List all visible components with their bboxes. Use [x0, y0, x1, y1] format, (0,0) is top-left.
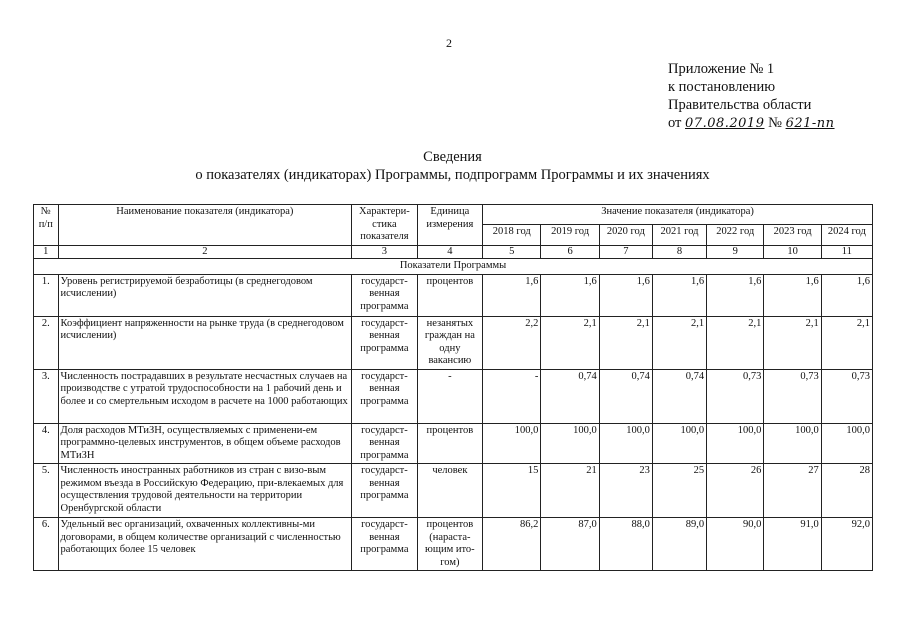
- indicator-value: 91,0: [764, 518, 821, 571]
- indicator-characteristic: государст-венная программа: [352, 369, 417, 423]
- row-number: 4.: [34, 423, 59, 464]
- column-number: 11: [821, 245, 872, 259]
- appendix-line-3: Правительства области: [668, 97, 812, 113]
- indicator-value: 100,0: [541, 423, 599, 464]
- column-number: 2: [58, 245, 352, 259]
- table-row: [34, 423, 873, 464]
- indicator-unit: -: [417, 369, 482, 423]
- indicator-characteristic: государст-венная программа: [352, 464, 417, 518]
- indicator-name: Уровень регистрируемой безработицы (в среднегодовом исчислении): [58, 274, 352, 316]
- indicator-name: Доля расходов МТиЗН, осуществляемых с применени-ем программно-целевых инструментов, в общем объеме расходов МТиЗН: [58, 423, 352, 464]
- indicator-unit: незанятых граждан на одну вакансию: [417, 316, 482, 369]
- indicator-name: Коэффициент напряженности на рынке труда (в среднегодовом исчислении): [58, 316, 352, 369]
- page-number: 2: [446, 36, 452, 50]
- indicator-unit: процентов: [417, 423, 482, 464]
- indicator-value: 88,0: [599, 518, 652, 571]
- header-year: 2024 год: [821, 225, 872, 245]
- indicator-value: 100,0: [599, 423, 652, 464]
- column-number: 4: [417, 245, 482, 259]
- indicator-value: 1,6: [599, 274, 652, 316]
- indicators-table: [33, 204, 873, 571]
- indicator-value: 90,0: [707, 518, 764, 571]
- indicator-name: Удельный вес организаций, охваченных коллективны-ми договорами, в общем количестве организаций с численностью работающих более 15 человек: [58, 518, 352, 571]
- table-row: [34, 316, 873, 369]
- appendix-line-2: к постановлению: [668, 79, 776, 95]
- table-row: [34, 518, 873, 571]
- indicator-unit: процентов: [417, 274, 482, 316]
- row-number: 2.: [34, 316, 59, 369]
- column-numbers-row: [34, 245, 873, 259]
- indicator-value: 26: [707, 464, 764, 518]
- indicator-unit: человек: [417, 464, 482, 518]
- header-year: 2019 год: [541, 225, 599, 245]
- header-characteristic: Характери-стика показателя: [352, 205, 417, 246]
- header-year: 2018 год: [483, 225, 541, 245]
- section-row: [34, 259, 873, 275]
- indicator-value: 2,1: [707, 316, 764, 369]
- indicator-unit: процентов (нараста-ющим ито-гом): [417, 518, 482, 571]
- header-value-group: Значение показателя (индикатора): [483, 205, 873, 225]
- row-number: 6.: [34, 518, 59, 571]
- indicator-value: -: [483, 369, 541, 423]
- indicator-value: 1,6: [652, 274, 706, 316]
- handwritten-date: 07.08.2019: [685, 116, 765, 131]
- indicator-value: 15: [483, 464, 541, 518]
- header-year: 2020 год: [599, 225, 652, 245]
- indicator-value: 2,1: [599, 316, 652, 369]
- column-number: 9: [707, 245, 764, 259]
- title-line-1: Сведения: [423, 149, 482, 165]
- column-number: 6: [541, 245, 599, 259]
- indicator-value: 23: [599, 464, 652, 518]
- indicator-value: 0,74: [652, 369, 706, 423]
- indicator-value: 100,0: [483, 423, 541, 464]
- indicator-value: 25: [652, 464, 706, 518]
- indicator-characteristic: государст-венная программа: [352, 423, 417, 464]
- table-row: [34, 464, 873, 518]
- indicator-value: 0,74: [599, 369, 652, 423]
- header-year: 2023 год: [764, 225, 821, 245]
- indicator-value: 0,73: [821, 369, 872, 423]
- indicator-characteristic: государст-венная программа: [352, 316, 417, 369]
- indicator-value: 1,6: [764, 274, 821, 316]
- header-unit: Единица измерения: [417, 205, 482, 246]
- row-number: 5.: [34, 464, 59, 518]
- header-year: 2021 год: [652, 225, 706, 245]
- indicator-value: 100,0: [707, 423, 764, 464]
- indicator-name: Численность иностранных работников из стран с визо-вым режимом въезда в Российскую Федерацию, при-влекаемых для осуществления трудовой деятельности на территории Оренбургской области: [58, 464, 352, 518]
- indicator-value: 92,0: [821, 518, 872, 571]
- column-number: 8: [652, 245, 706, 259]
- indicator-name: Численность пострадавших в результате несчастных случаев на производстве с утратой трудоспособности на 1 рабочий день и более и со смертельным исходом в расчете на 1000 работающих: [58, 369, 352, 423]
- date-prefix: от: [668, 115, 682, 131]
- indicator-value: 1,6: [821, 274, 872, 316]
- column-number: 5: [483, 245, 541, 259]
- indicator-value: 0,74: [541, 369, 599, 423]
- indicator-value: 2,2: [483, 316, 541, 369]
- appendix-date-line: [668, 114, 835, 133]
- indicator-value: 100,0: [652, 423, 706, 464]
- handwritten-number: 621-пп: [785, 116, 835, 131]
- row-number: 1.: [34, 274, 59, 316]
- table-header: [34, 205, 873, 246]
- indicator-value: 0,73: [764, 369, 821, 423]
- indicator-value: 1,6: [483, 274, 541, 316]
- indicator-value: 89,0: [652, 518, 706, 571]
- table-body: [34, 274, 873, 571]
- table-row: [34, 369, 873, 423]
- header-year: 2022 год: [707, 225, 764, 245]
- column-number: 7: [599, 245, 652, 259]
- indicator-value: 86,2: [483, 518, 541, 571]
- indicator-value: 2,1: [764, 316, 821, 369]
- column-number: 3: [352, 245, 417, 259]
- number-sign: №: [768, 115, 782, 131]
- indicator-value: 2,1: [652, 316, 706, 369]
- indicator-value: 1,6: [541, 274, 599, 316]
- indicator-value: 27: [764, 464, 821, 518]
- header-num: № п/п: [34, 205, 59, 246]
- appendix-line-1: Приложение № 1: [668, 61, 775, 77]
- row-number: 3.: [34, 369, 59, 423]
- indicator-value: 100,0: [821, 423, 872, 464]
- indicator-value: 28: [821, 464, 872, 518]
- indicator-value: 2,1: [821, 316, 872, 369]
- header-name: Наименование показателя (индикатора): [58, 205, 352, 246]
- section-title: Показатели Программы: [34, 259, 873, 275]
- header-row-1: [34, 205, 873, 225]
- indicator-characteristic: государст-венная программа: [352, 274, 417, 316]
- document-title: [0, 148, 905, 184]
- indicator-value: 2,1: [541, 316, 599, 369]
- indicator-value: 1,6: [707, 274, 764, 316]
- indicator-value: 100,0: [764, 423, 821, 464]
- table-row: [34, 274, 873, 316]
- indicator-value: 0,73: [707, 369, 764, 423]
- indicator-value: 87,0: [541, 518, 599, 571]
- column-number: 1: [34, 245, 59, 259]
- indicator-characteristic: государст-венная программа: [352, 518, 417, 571]
- indicator-value: 21: [541, 464, 599, 518]
- appendix-block: [668, 60, 835, 133]
- column-number: 10: [764, 245, 821, 259]
- title-line-2: о показателях (индикаторах) Программы, подпрограмм Программы и их значениях: [195, 167, 710, 183]
